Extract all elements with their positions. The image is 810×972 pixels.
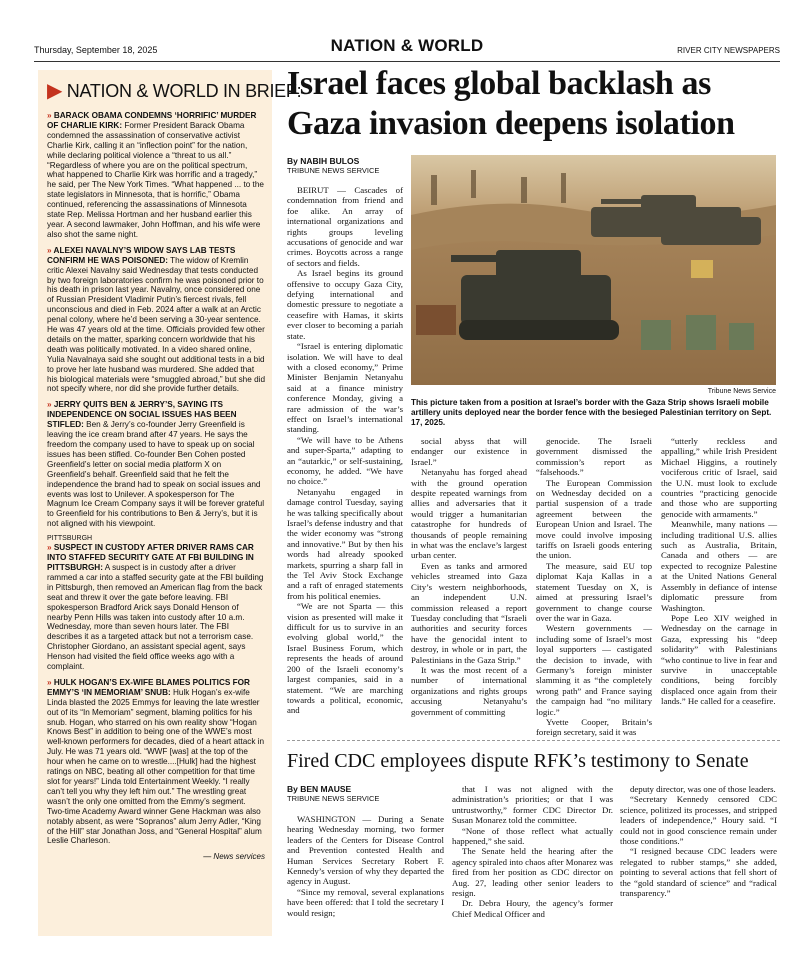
paragraph: “Secretary Kennedy censored CDC science, politized its processes, and stripped leaders of independence,” Houry said. “I could not in good conscience remain under those conditions.” (620, 794, 777, 847)
paragraph: “None of those reflect what actually happened,” she said. (452, 825, 613, 847)
story-column (620, 784, 777, 938)
paragraph: “Since my removal, several explanations have been offered: that I told the secretary I would resign; (287, 886, 444, 918)
paragraph: WASHINGTON — During a Senate hearing Wednesday morning, two former leaders of the Centers for Disease Control and Prevention contested Health and Human Services Secretary Robert F. Kennedy’s version of why they departed the agency in August. (287, 814, 444, 887)
brief-body: Ben & Jerry’s co-founder Jerry Greenfield is leaving the ice cream brand after 47 years. He says the freedom the company used to have to speak up on social issues has been stifled. Co-founder Ben Cohen posted Greenfield’s letter on social media platform X on Greenfield’s behalf. Greenfield said that he felt the independence the brand had to speak on social issues and events was lost to Unilever. A spokesperson for The Magnum Ice Cream Company says it will be forever grateful to Greenfield for his contributions to Ben & Jerry’s, but it is not aligned with his viewpoint. (47, 420, 265, 529)
paragraph: “We are not Sparta — this vision as presented will make it difficult for us to survive in an evolving global world,” the Israel Business Forum, which represents the heads of around 200 of the Israeli economy’s largest companies, said in a statement. “We are marching towards a political, economic, and (287, 601, 403, 716)
brief-dateline: PITTSBURGH (47, 535, 93, 543)
main-headline: Israel faces global backlash as Gaza invasion deepens isolation (287, 65, 735, 142)
brief-kicker: ALEXEI NAVALNY’S WIDOW SAYS LAB TESTS CONFIRM HE WAS POISONED: (47, 245, 236, 265)
story-column (661, 436, 777, 726)
story-column (536, 436, 652, 738)
paragraph: BEIRUT — Cascades of condemnation from friend and foe alike. An array of international organizations and rights groups leveling accusations of genocide and war crimes. Boycotts across a range of sectors and fields. (287, 185, 403, 268)
page-header (34, 36, 780, 62)
paragraph: The European Commission on Wednesday decided on a partial suspension of a trade agreement between the European Union and Israel. The move could involve imposing tariffs on Israeli goods entering the union. (536, 477, 652, 561)
second-byline (287, 784, 379, 803)
paragraph: Pope Leo XIV weighed in Wednesday on the carnage in Gaza, expressing his “deep solidarity” with Palestinians “who continue to live in fear and survive in unacceptable conditions, being forcibly displaced once again from their lands.” He called for a ceasefire. (661, 612, 777, 707)
in-brief-list (47, 111, 265, 846)
brief-item (47, 535, 265, 672)
brief-item (47, 400, 265, 529)
second-headline: Fired CDC employees dispute RFK’s testimony to Senate (287, 750, 749, 772)
photo-credit: Tribune News Service (707, 388, 776, 395)
paragraph: deputy director, was one of those leaders. (630, 784, 776, 794)
in-brief-sidebar (38, 70, 302, 936)
paragraph: Dr. Debra Houry, the agency’s former Chief Medical Officer and (452, 898, 613, 919)
issue-date: Thursday, September 18, 2025 (34, 45, 158, 55)
brief-kicker: BARACK OBAMA CONDEMNS ‘HORRIFIC’ MURDER OF CHARLIE KIRK: (47, 111, 257, 130)
brief-kicker: JERRY QUITS BEN & JERRY’S, SAYING ITS INDEPENDENCE ON SOCIAL ISSUES HAS BEEN STIFLED: (47, 400, 237, 430)
in-brief-title: ▶ NATION & WORLD IN BRIEF: (47, 80, 302, 102)
paragraph: “Israel is entering diplomatic isolation. We will have to deal with a closed economy,” Prime Minister Benjamin Netanyahu said at a finance ministry conference Monday, giving a rare admission of the war’s effect on Israel’s international standing. (287, 341, 403, 435)
brief-item (47, 678, 265, 846)
publication-name: RIVER CITY NEWSPAPERS (677, 46, 780, 55)
brief-body: The widow of Kremlin critic Alexei Navalny said Wednesday that tests conducted by two foreign laboratories confirm he was poisoned prior to his death in prison last year. Navalny, once considered one of Russian President Vladimir Putin’s fiercest rivals, fell unconscious and died in Feb. 2024 after a walk at an Arctic penal colony, where he’d been serving a 30-year sentence. He was 47 years old at the time. Officials provided few other details on the matter, sparking concern worldwide that his death was politically motivated. In a video shared online, Yulia Navalnaya said she sought out additional tests in a bid to prove her late husband was murdered. She added that his biological materials were “smuggled abroad,” but she did not specify where, nor did she provide further details. (47, 255, 265, 394)
paragraph: genocide. The Israeli government dismissed the commission’s report as “falsehoods.” (536, 436, 652, 478)
paragraph: It was the most recent of a number of international organizations and rights groups accusing Netanyahu’s government of committing (411, 664, 527, 717)
section-title: NATION & WORLD (330, 36, 484, 55)
paragraph: Even as tanks and armored vehicles streamed into Gaza City’s western neighborhoods, an independent U.N. commission released a report Tuesday concluding that “Israeli authorities and security forces have the genocidal intent to destroy, in whole or in part, the Palestinians in the Gaza Strip.” (411, 560, 527, 665)
paragraph: The Senate held the hearing after the agency spiraled into chaos after Monarez was fired from her position as CDC director on Aug. 27, leading other senior leaders to resign. (452, 846, 613, 899)
photo-image (411, 155, 776, 385)
story-column (287, 185, 403, 727)
story-column (287, 814, 444, 938)
triangle-icon: ▶ (47, 80, 63, 102)
paragraph: “I resigned because CDC leaders were relegated to rubber stamps,” she added, pointing to several actions that fell short of the “gold standard of science” and “radical transparency.” (620, 846, 777, 899)
paragraph: social abyss that will endanger our existence in Israel.” (411, 436, 527, 467)
brief-body: A suspect is in custody after a driver rammed a car into a staffed security gate at the FBI building in Pittsburgh, then removed an American flag from the back seat and threw it over the gate before leaving. FBI spokesperson Bradford Arick says Donald Henson of nearby Penn Hills was taken into custody after 10 a.m. Wednesday, more than seven hours later. The FBI describes it as a targeted attack but not a terrorism case. Christopher Giordano, an assistant special agent, says Henson had visited the field office weeks ago with a complaint. (47, 562, 264, 672)
main-byline (287, 156, 379, 175)
brief-item (47, 246, 265, 395)
brief-item (47, 111, 265, 240)
byline-org: TRIBUNE NEWS SERVICE (287, 166, 380, 175)
paragraph: “We will have to be Athens and super-Sparta,” adapting to an “autarkic,” or self-sustaining, economy, he added. “We have no choice.” (287, 434, 403, 487)
byline-author: By NABIH BULOS (287, 156, 360, 166)
bullet-icon: » (47, 245, 54, 255)
paragraph: Western governments — including some of Israel’s most loyal supporters — castigated the decision to invade, with Germany’s foreign minister slamming it as “the completely wrong path” and France saying the campaign had “no military logic.” (536, 623, 652, 717)
brief-signature: — News services (203, 852, 265, 862)
bullet-icon: » (47, 677, 54, 687)
artillery-photo (411, 155, 776, 385)
paragraph: As Israel begins its ground offensive to occupy Gaza City, defying international and domestic pressure to negotiate a ceasefire with Hamas, it skirts ever closer to becoming a pariah state. (287, 268, 403, 341)
paragraph: The measure, said EU top diplomat Kaja Kallas in a statement Tuesday on X, is aimed at pressuring Israel’s government to change course over the war in Gaza. (536, 560, 652, 623)
brief-kicker: SUSPECT IN CUSTODY AFTER DRIVER RAMS CAR INTO STAFFED SECURITY GATE AT FBI BUILDING IN PITTSBURGH: (47, 543, 254, 572)
brief-body: Former President Barack Obama condemned the assassination of conservative activist Charlie Kirk, calling it an “inflection point” for the nation, while declaring political violence a “threat to us all.” “Regardless of where you are on the political spectrum, what happened to Charlie Kirk was horrific and a tragedy,” he said, per The New York Times. “What happened ... to the state legislators in Minnesota, that is horrific,” Obama continued, referencing the assassinations of Minnesota state Rep. Melissa Hortman and her husband earlier this year. A second lawmaker, John Hoffman, and his wife were also shot the same night. (47, 120, 264, 239)
paragraph: Netanyahu has forged ahead with the ground operation despite repeated warnings from allies and adversaries that it would trigger a humanitarian catastrophe for hundreds of thousands of people remaining in what was the enclave’s largest urban center. (411, 467, 527, 561)
bullet-icon: » (47, 543, 54, 553)
paragraph: “utterly reckless and appalling,” while Irish President Michael Higgins, a routinely vociferous critic of Israel, said the U.N. must look to exclude countries “practicing genocide and those who are supporting genocide with armaments.” (661, 436, 777, 519)
brief-kicker: HULK HOGAN’S EX-WIFE BLAMES POLITICS FOR EMMY’S ‘IN MEMORIAM’ SNUB: (47, 677, 250, 697)
paragraph: Netanyahu engaged in damage control Tuesday, saying he was talking specifically about Israel’s defense industry and that the wider economy was “strong and innovative.” But by then his words had already spooked markets, spurring a sharp fall in the Tel Aviv Stock Exchange and a raft of enraged statements from his political enemies. (287, 486, 403, 601)
story-column (411, 436, 527, 726)
byline-org: TRIBUNE NEWS SERVICE (287, 794, 380, 803)
story-divider (287, 740, 780, 741)
bullet-icon: » (47, 400, 54, 410)
photo-caption: This picture taken from a position at Israel’s border with the Gaza Strip shows Israeli mobile artillery units deployed near the border fence with the besieged Palestinian territory on Sept. 17, 2025. (411, 398, 772, 428)
bullet-icon: » (47, 111, 54, 120)
paragraph: Meanwhile, many nations — including traditional U.S. allies such as Australia, Britain, Canada and others — are expected to recognize Palestine at the United Nations General Assembly in defiance of intense diplomatic pressure from Washington. (661, 519, 777, 613)
paragraph: that I was not aligned with the administration’s priorities; or that I was untrustworthy,” former CDC Director Dr. Susan Monarez told the committee. (452, 784, 613, 826)
paragraph: Yvette Cooper, Britain’s foreign secretary, said it was (536, 716, 652, 738)
brief-body: Hulk Hogan’s ex-wife Linda blasted the 2025 Emmys for leaving the late wrestler out of its “In Memoriam” segment, blaming politics for his snub. Hogan, who starred on his own reality show “Hogan Knows Best” in addition to being one of the WWE’s most well-known performers for decades, died of a heart attack in July. He was 71 years old. “WWF [was] at the top of the hour when he came on to wrestle....[Hulk] had the highest ratings on NBC, beating all other competition for that time slot for years!” Linda told Entertainment Weekly. “I really can’t tell you why they left him out.” The wrestling great wasn’t the only one omitted from the Emmy’s segment. Two-time Academy Award winner Gene Hackman was also notably absent, as were “Sopranos” alum Jerry Adler, “King of the Hill” star Jonathan Joss, and “General Hospital” alum Leslie Charleson. (47, 687, 265, 846)
byline-author: By BEN MAUSE (287, 784, 352, 794)
story-column (452, 784, 613, 938)
